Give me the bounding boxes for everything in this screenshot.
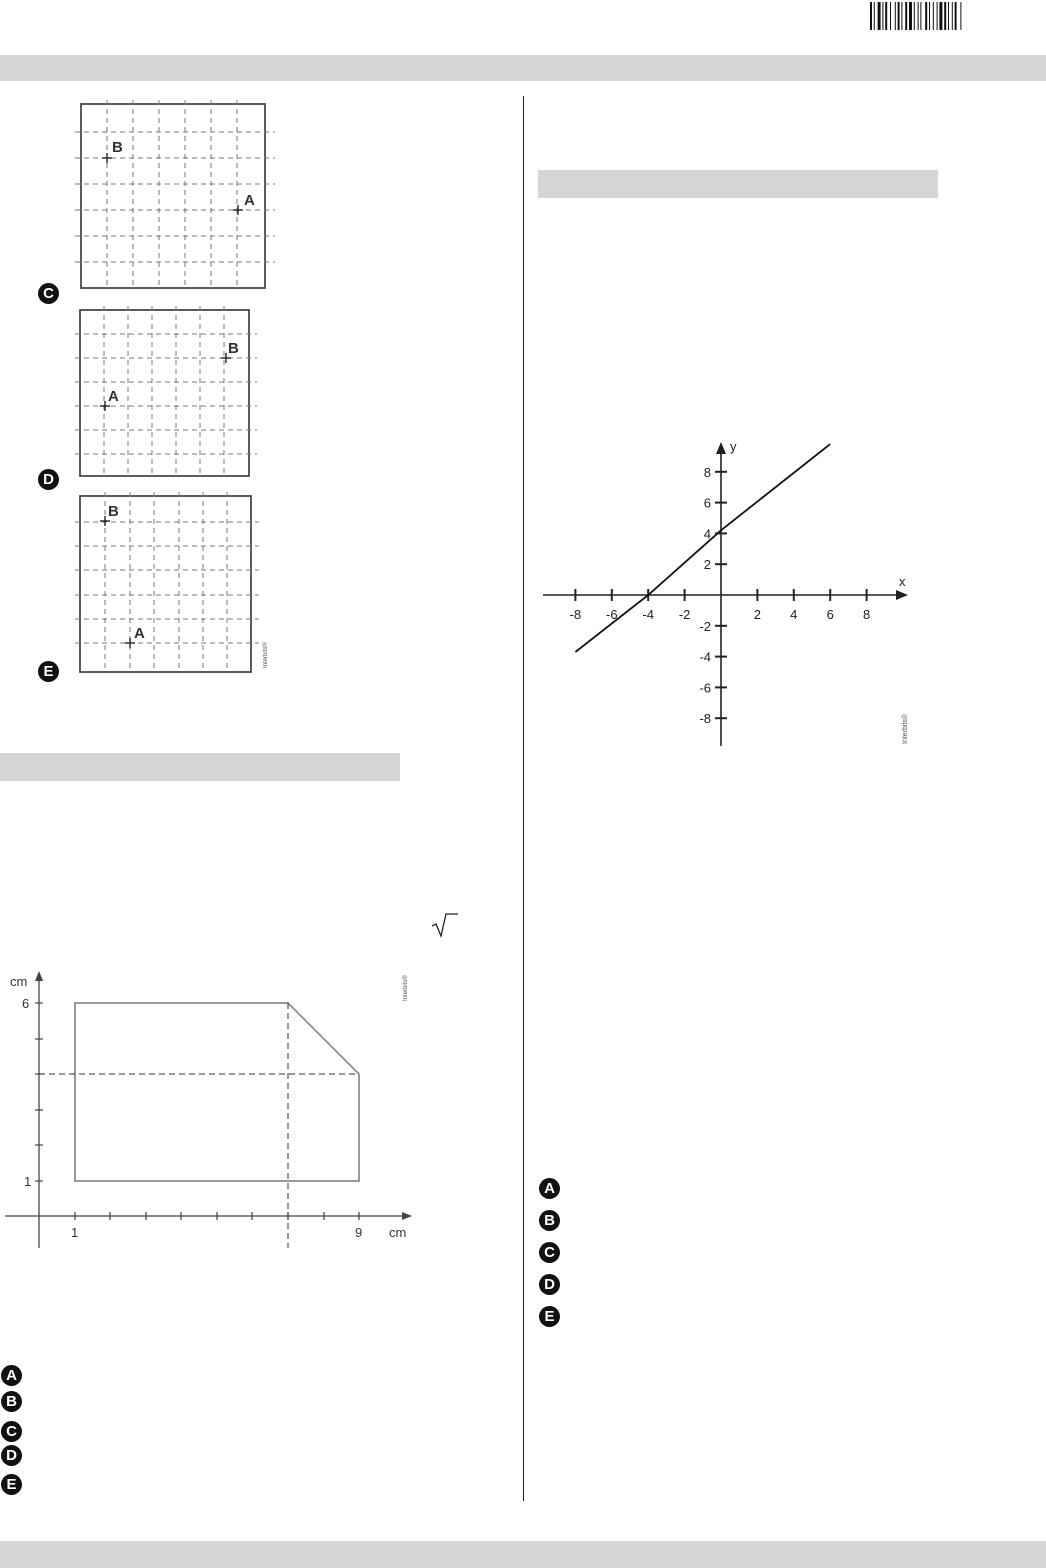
- point-a-label: A: [244, 192, 255, 209]
- x-tick-label: 8: [862, 607, 871, 622]
- x-tick-label: 9: [355, 1225, 363, 1240]
- left-answer-c[interactable]: C: [1, 1421, 22, 1442]
- y-tick-label: 4: [703, 526, 711, 542]
- y-tick-label: 6: [703, 495, 711, 511]
- left-answer-a[interactable]: A: [1, 1365, 22, 1386]
- grid-figure-e: [75, 492, 275, 677]
- left-question-band: [0, 753, 400, 781]
- credit-label: Interbits®: [263, 642, 269, 668]
- x-unit-label: cm: [389, 1225, 407, 1240]
- column-divider: [523, 96, 524, 1501]
- x-tick-label: -6: [606, 607, 618, 622]
- x-tick-label: -2: [678, 607, 691, 622]
- left-answer-e[interactable]: E: [1, 1474, 22, 1495]
- y-tick-label: -6: [699, 680, 711, 696]
- x-tick-label: 6: [826, 607, 834, 622]
- y-tick-label: 8: [703, 464, 711, 480]
- credit-label: Interbits®: [902, 713, 909, 744]
- grid-figure-c: [75, 100, 280, 295]
- polygon-figure: [0, 965, 420, 1255]
- y-unit-label: cm: [10, 974, 28, 989]
- left-answer-d[interactable]: D: [1, 1445, 22, 1466]
- right-answer-e[interactable]: E: [539, 1306, 560, 1327]
- y-axis-label: y: [730, 439, 737, 454]
- right-answer-d[interactable]: D: [539, 1274, 560, 1295]
- right-answer-b[interactable]: B: [539, 1210, 560, 1231]
- right-answer-a[interactable]: A: [539, 1178, 560, 1199]
- right-question-band: [538, 170, 938, 198]
- y-axis-arrow: [716, 442, 726, 454]
- x-axis-label: x: [899, 574, 906, 589]
- x-tick-label: 2: [753, 607, 762, 622]
- x-tick-label: -4: [642, 607, 654, 622]
- y-tick-label: 1: [24, 1174, 32, 1189]
- point-b-label: B: [112, 139, 123, 156]
- footer-band: [0, 1541, 1046, 1568]
- x-axis-arrow: [896, 590, 908, 600]
- x-tick-label: 4: [790, 607, 798, 622]
- right-answer-c[interactable]: C: [539, 1242, 560, 1263]
- point-b-label: B: [108, 503, 119, 520]
- point-b-label: B: [228, 340, 239, 357]
- header-band: [0, 55, 1046, 81]
- option-e-badge[interactable]: E: [38, 661, 59, 682]
- y-tick-label: -8: [699, 711, 711, 727]
- y-tick-label: 6: [22, 996, 30, 1011]
- option-d-badge[interactable]: D: [38, 469, 59, 490]
- grid-figure-d: [75, 306, 265, 481]
- y-tick-label: -2: [699, 618, 711, 634]
- x-tick-label: 1: [71, 1225, 79, 1240]
- square-root-symbol: [430, 912, 460, 938]
- point-a-label: A: [134, 625, 145, 642]
- y-tick-label: -4: [699, 649, 711, 665]
- x-tick-label: -8: [569, 607, 582, 622]
- credit-label: Interbits®: [403, 975, 409, 1001]
- left-answer-b[interactable]: B: [1, 1391, 22, 1412]
- barcode: [870, 2, 1006, 30]
- y-tick-label: 2: [703, 557, 711, 573]
- point-a-label: A: [108, 388, 119, 405]
- line-chart: [538, 436, 918, 750]
- option-c-badge[interactable]: C: [38, 283, 59, 304]
